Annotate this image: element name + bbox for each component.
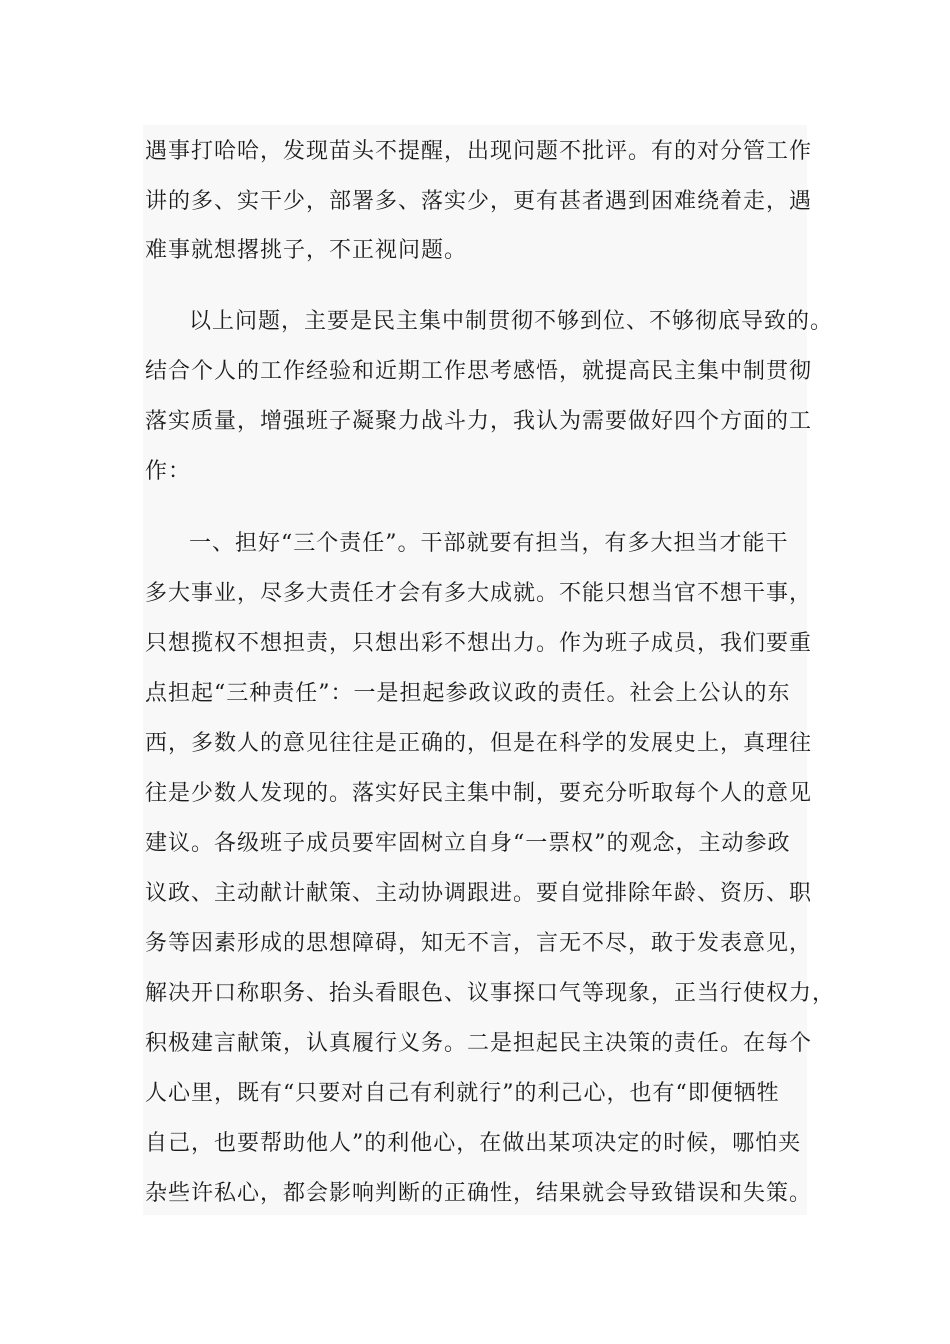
paragraph-1-line-3: 难事就想撂挑子，不正视问题。 xyxy=(145,238,468,263)
paragraph-1-line-1: 遇事打哈哈，发现苗头不提醒，出现问题不批评。有的对分管工作 xyxy=(145,139,813,164)
paragraph-3-line-5: 西，多数人的意见往往是正确的，但是在科学的发展史上，真理往 xyxy=(145,731,813,756)
paragraph-2-line-4: 作： xyxy=(145,459,192,484)
paragraph-3-line-11: 积极建言献策，认真履行义务。二是担起民主决策的责任。在每个 xyxy=(145,1031,813,1056)
paragraph-3-line-14: 杂些许私心，都会影响判断的正确性，结果就会导致错误和失策。 xyxy=(145,1181,813,1206)
paragraph-3-line-2: 多大事业，尽多大责任才会有多大成就。不能只想当官不想干事， xyxy=(145,581,813,606)
paragraph-2-line-3: 落实质量，增强班子凝聚力战斗力，我认为需要做好四个方面的工 xyxy=(145,409,813,434)
paragraph-2-line-2: 结合个人的工作经验和近期工作思考感悟，就提高民主集中制贯彻 xyxy=(145,359,813,384)
paragraph-3-line-12: 人心里，既有“只要对自己有利就行”的利己心，也有“即便牺牲 xyxy=(145,1081,780,1106)
paragraph-3-line-7: 建议。各级班子成员要牢固树立自身“一票权”的观念，主动参政 xyxy=(145,831,791,856)
paragraph-3-line-1: 一、担好“三个责任”。干部就要有担当，有多大担当才能干 xyxy=(189,531,789,556)
paragraph-1-line-2: 讲的多、实干少，部署多、落实少，更有甚者遇到困难绕着走，遇 xyxy=(145,189,813,214)
paragraph-3-line-3: 只想揽权不想担责，只想出彩不想出力。作为班子成员，我们要重 xyxy=(145,631,813,656)
paragraph-3-line-6: 往是少数人发现的。落实好民主集中制，要充分听取每个人的意见 xyxy=(145,781,813,806)
paragraph-2-line-1: 以上问题，主要是民主集中制贯彻不够到位、不够彻底导致的。 xyxy=(189,309,834,334)
paragraph-3-line-13: 自己，也要帮助他人”的利他心，在做出某项决定的时候，哪怕夹 xyxy=(145,1131,802,1156)
paragraph-3-line-10: 解决开口称职务、抬头看眼色、议事探口气等现象，正当行使权力， xyxy=(145,981,836,1006)
paragraph-3-line-9: 务等因素形成的思想障碍，知无不言，言无不尽，敢于发表意见， xyxy=(145,931,813,956)
paragraph-3-line-8: 议政、主动献计献策、主动协调跟进。要自觉排除年龄、资历、职 xyxy=(145,881,813,906)
paragraph-3-line-4: 点担起“三种责任”：一是担起参政议政的责任。社会上公认的东 xyxy=(145,681,791,706)
